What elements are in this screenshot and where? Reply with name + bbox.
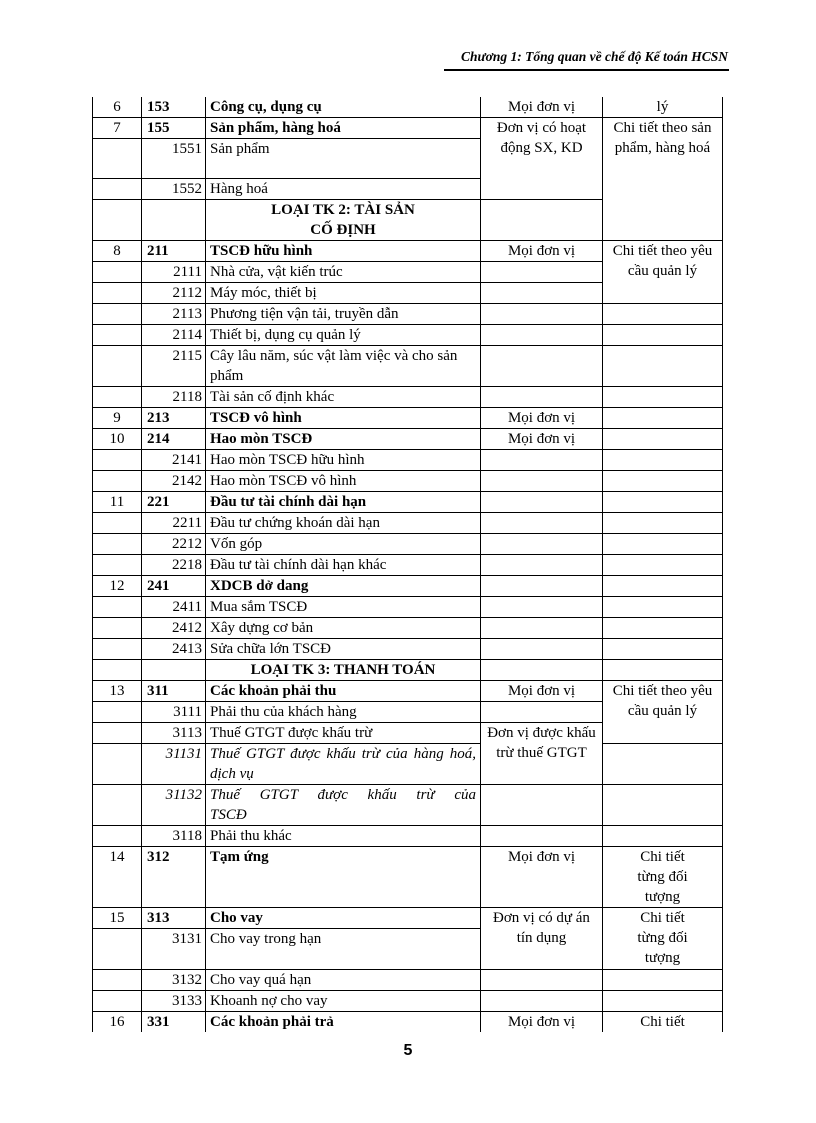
table-row [93,991,723,1012]
table-row [93,744,723,785]
account-name: Cây lâu năm, súc vật làm việc và cho sản phẩm [206,346,481,387]
table-row [93,639,723,660]
note-cell: lý [603,97,723,118]
table-row [93,492,723,513]
account-code: 1552 [142,179,206,200]
stt-cell: 7 [93,118,142,139]
account-name: Thuế GTGT được khấu trừ của TSCĐ [206,785,481,826]
account-name: Tạm ứng [206,847,481,908]
account-name: Cho vay [206,908,481,929]
note-cell: Chi tiết theo yêu cầu quản lý [603,241,723,304]
account-code: 2112 [142,283,206,304]
account-name: Tài sản cố định khác [206,387,481,408]
table-row [93,826,723,847]
account-code: 2413 [142,639,206,660]
account-name: Phải thu khác [206,826,481,847]
table-row [93,408,723,429]
header-rule [444,69,729,71]
account-code: 153 [142,97,206,118]
scope-cell: Mọi đơn vị [481,408,603,429]
account-code: 2212 [142,534,206,555]
stt-cell: 14 [93,847,142,908]
table-row [93,681,723,702]
account-code: 2218 [142,555,206,576]
scope-cell: Mọi đơn vị [481,241,603,262]
scope-cell: Mọi đơn vị [481,681,603,702]
stt-cell: 15 [93,908,142,929]
table-row [93,597,723,618]
account-name: Hao mòn TSCĐ vô hình [206,471,481,492]
account-code: 211 [142,241,206,262]
scope-cell: Mọi đơn vị [481,429,603,450]
account-name: Phương tiện vận tải, truyền dẫn [206,304,481,325]
account-code: 3132 [142,970,206,991]
note-cell: Chi tiết [603,1012,723,1033]
account-name: Đầu tư chứng khoán dài hạn [206,513,481,534]
scope-cell: Đơn vị được khấu trừ thuế GTGT [481,723,603,785]
account-name: Khoanh nợ cho vay [206,991,481,1012]
account-code: 241 [142,576,206,597]
account-name: Máy móc, thiết bị [206,283,481,304]
account-code: 2111 [142,262,206,283]
table-row [93,387,723,408]
table-row [93,970,723,991]
stt-cell: 11 [93,492,142,513]
table-row [93,471,723,492]
account-name: Hao mòn TSCĐ [206,429,481,450]
account-code: 1551 [142,139,206,179]
table-row [93,97,723,118]
scope-cell: Đơn vị có hoạt động SX, KD [481,118,603,200]
account-name: Thuế GTGT được khấu trừ của hàng hoá, dịch vụ [206,744,481,785]
account-code: 3131 [142,929,206,970]
table-row [93,118,723,139]
stt-cell: 9 [93,408,142,429]
account-code: 31131 [142,744,206,785]
account-name: Nhà cửa, vật kiến trúc [206,262,481,283]
account-code: 3133 [142,991,206,1012]
table-row [93,908,723,929]
account-code: 2118 [142,387,206,408]
table-row [93,429,723,450]
account-code: 312 [142,847,206,908]
account-code: 214 [142,429,206,450]
account-name: Xây dựng cơ bản [206,618,481,639]
account-code: 311 [142,681,206,702]
scope-cell: Mọi đơn vị [481,97,603,118]
account-name: Hao mòn TSCĐ hữu hình [206,450,481,471]
account-code: 3118 [142,826,206,847]
account-code: 2142 [142,471,206,492]
page-number: 5 [403,1042,413,1059]
section-heading: LOẠI TK 3: THANH TOÁN [206,660,481,681]
account-name: Đầu tư tài chính dài hạn [206,492,481,513]
table-row [93,241,723,262]
account-code: 2411 [142,597,206,618]
chapter-header: Chương 1: Tổng quan về chế độ Kế toán HCSN [461,49,728,64]
account-name: Thuế GTGT được khấu trừ [206,723,481,744]
account-name: Sản phẩm, hàng hoá [206,118,481,139]
account-code: 3113 [142,723,206,744]
table-row [93,534,723,555]
account-code: 213 [142,408,206,429]
table-row [93,513,723,534]
account-name: Công cụ, dụng cụ [206,97,481,118]
account-code: 2412 [142,618,206,639]
scope-cell: Mọi đơn vị [481,1012,603,1033]
note-cell: Chi tiết từng đối tượng [603,908,723,970]
note-cell: Chi tiết theo yêu cầu quản lý [603,681,723,744]
table-row [93,785,723,826]
account-code: 221 [142,492,206,513]
table-row [93,304,723,325]
account-name: Vốn góp [206,534,481,555]
account-name: Phải thu của khách hàng [206,702,481,723]
stt-cell: 16 [93,1012,142,1033]
table-row [93,346,723,387]
account-name: TSCĐ hữu hình [206,241,481,262]
scope-cell: Mọi đơn vị [481,847,603,908]
account-code: 331 [142,1012,206,1033]
account-code: 2115 [142,346,206,387]
account-name: TSCĐ vô hình [206,408,481,429]
stt-cell: 10 [93,429,142,450]
account-name: Sản phẩm [206,139,481,179]
stt-cell: 12 [93,576,142,597]
note-cell: Chi tiết từng đối tượng [603,847,723,908]
account-code: 155 [142,118,206,139]
table-row [93,1012,723,1033]
account-name: Cho vay trong hạn [206,929,481,970]
stt-cell: 13 [93,681,142,702]
account-name: Sửa chữa lớn TSCĐ [206,639,481,660]
account-code: 3111 [142,702,206,723]
account-name: Hàng hoá [206,179,481,200]
account-name: Cho vay quá hạn [206,970,481,991]
account-name: Các khoản phải thu [206,681,481,702]
table-row [93,847,723,908]
table-row [93,325,723,346]
table-row [93,450,723,471]
account-code: 2141 [142,450,206,471]
account-code: 313 [142,908,206,929]
section-row [93,660,723,681]
section-heading: LOẠI TK 2: TÀI SẢN CỐ ĐỊNH [206,200,481,241]
account-code: 2113 [142,304,206,325]
scope-cell: Đơn vị có dự án tín dụng [481,908,603,970]
account-code: 2114 [142,325,206,346]
account-name: XDCB dở dang [206,576,481,597]
table-row [93,618,723,639]
note-cell: Chi tiết theo sản phẩm, hàng hoá [603,118,723,241]
stt-cell: 6 [93,97,142,118]
account-code: 2211 [142,513,206,534]
table-row [93,576,723,597]
account-code: 31132 [142,785,206,826]
stt-cell: 8 [93,241,142,262]
account-name: Các khoản phải trả [206,1012,481,1033]
account-name: Đầu tư tài chính dài hạn khác [206,555,481,576]
table-row [93,555,723,576]
account-table [92,97,723,1032]
account-name: Mua sắm TSCĐ [206,597,481,618]
account-name: Thiết bị, dụng cụ quản lý [206,325,481,346]
